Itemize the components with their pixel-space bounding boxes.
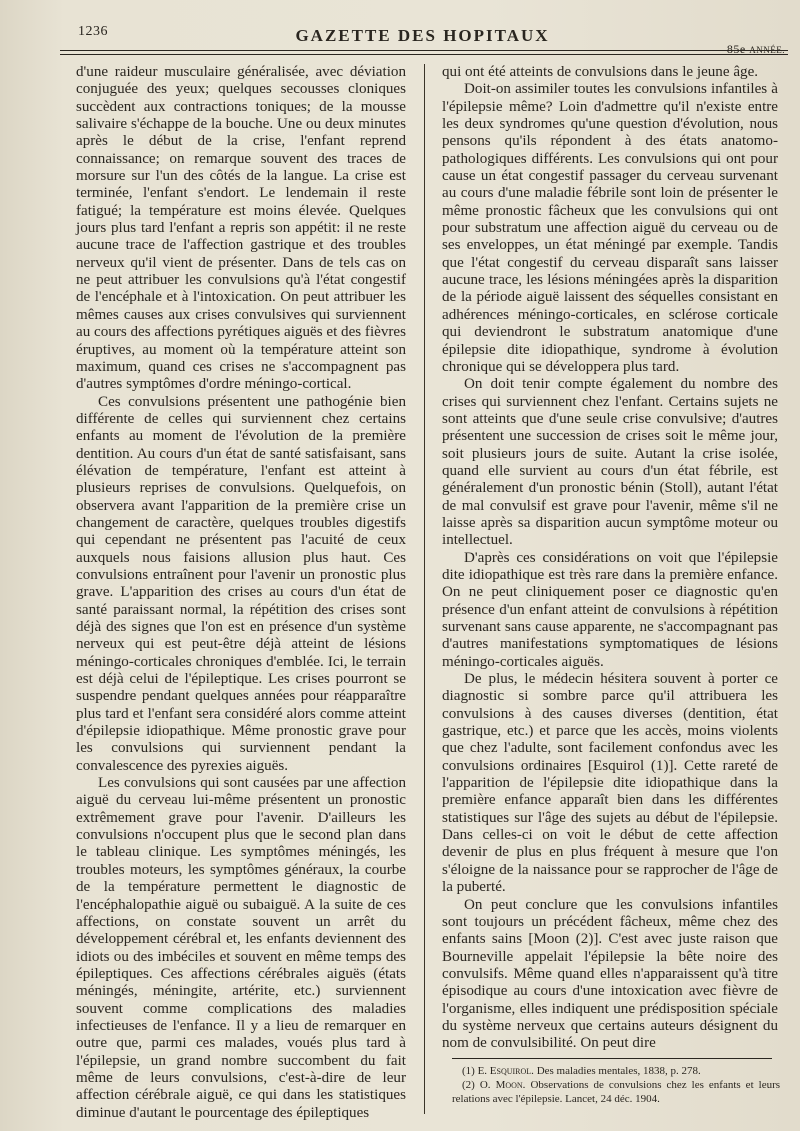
paragraph: d'une raideur musculaire généralisée, avec déviation conjuguée des yeux; quelques secousses cloniques succèdent aux contractions toniques; de la mousse salivaire s'échappe de la bouche. Une ou deux minutes après le début de la crise, l'enfant reprend connaissance; on remarque souvent des traces de morsure sur l'un des côtés de la langue. La crise est terminée, l'enfant s'endort. Le lendemain il reste fatigué; la température est moins élevée. Quelques jours plus tard l'enfant a repris son appétit: il ne reste aucune trace de l'affection gastrique et des troubles nerveux qu'il vient de présenter. Dans de tels cas on ne peut attribuer les convulsions qu'à l'état congestif de l'encéphale et à l'intoxication. On peut attribuer les mêmes causes aux crises convulsives qui surviennent au cours des affections pyrétiques aiguës et des fièvres éruptives, au moment où la température atteint son maximum, quand ces crises ne s'accompagnent pas d'autres symptômes d'ordre méningo-cortical. xyxy=(76,64,406,393)
year-suffix: ANNÉE. xyxy=(749,45,785,55)
page-number: 1236 xyxy=(78,24,108,39)
paragraph: Les convulsions qui sont causées par une affection aiguë du cerveau lui-même présentent un pronostic extrêmement grave pour l'avenir. D'ailleurs les convulsions n'occupent plus que le second plan dans le tableau clinique. Les symptômes méningés, les troubles moteurs, les symptômes généraux, la courbe de la température permettent le diagnostic de l'encéphalopathie aiguë ou subaiguë. A la suite de ces affections, on constate souvent un arrêt du développement cérébral et, les enfants deviennent des idiots ou des imbéciles et souvent en même temps des épileptiques. Ces affections cérébrales aiguës (états méningés, méningite, artérite, etc.) surviennent souvent comme complications des maladies infectieuses de l'enfance. Il y a lieu de remarquer en outre que, parmi ces malades, voués plus tard à l'épilepsie, un grand nombre succombent du fait même de leurs convulsions, c'est-à-dire de leur affection cérébrale aiguë, ce qui dans les statistiques diminue d'autant le pourcentage des épileptiques xyxy=(76,775,406,1121)
page-header xyxy=(60,18,785,58)
footnote-text: Observations de convulsions chez les enfants et leurs relations avec l'épilepsie. Lancet, 24 déc. 1904. xyxy=(452,1079,781,1105)
header-rule xyxy=(60,50,788,51)
paragraph: D'après ces considérations on voit que l'épilepsie dite idiopathique est très rare dans la première enfance. On ne peut cliniquement poser ce diagnostic qu'en présence d'un enfant atteint de convulsions à répétition survenant sans cause apparente, ne s'accompagnant pas d'autres manifestations symptomatiques de lésions méningo-corticales aiguës. xyxy=(442,549,778,670)
footnote xyxy=(452,1078,780,1106)
year-number: 85e xyxy=(726,42,746,56)
paragraph: Ces convulsions présentent une pathogénie bien différente de celles qui surviennent chez certains enfants au moment de l'évolution de la première dentition. Au cours d'un état de santé satisfaisant, sans élévation de température, l'enfant est atteint à plusieurs reprises de convulsions. Quelquefois, on observera avant l'apparition de la première crise un changement de caractère, quelques troubles digestifs qui cependant ne présentent pas l'acuité de ceux auxquels nous faisions allusion plus haut. Ces convulsions entraînent pour l'avenir un pronostic plus grave. L'apparition des crises au cours d'un état de santé paraissant normal, la répétition des crises sont déjà des signes que l'on est en présence d'un système nerveux qui est peut-être déjà atteint de lésions méningo-corticales chroniques d'emblée. Ici, le terrain est déjà celui de l'épileptique. Les crises pourront se suspendre pendant quelques années pour réapparaître plus tard et l'enfant sera considéré alors comme atteint d'épilepsie idiopathique. Même pronostic grave pour les convulsions qui surviennent pendant la convalescence des pyrexies aiguës. xyxy=(76,393,406,774)
footnotes xyxy=(452,1064,780,1106)
paragraph: On peut conclure que les convulsions infantiles sont toujours un précédent fâcheux, même chez des enfants sains [Moon (2)]. C'est avec juste raison que Bourneville appelait l'épilepsie la bête noire des convulsifs. Même quand elles n'apparaissent qu'à titre épisodique au cours d'une intoxication avec fièvre de l'organisme, elles indiquent une prédisposition spéciale du système nerveux que certains auteurs désignent du nom de convulsibilité. On peut dire xyxy=(442,896,778,1052)
footnote-author: O. Moon. xyxy=(479,1079,526,1091)
paragraph: qui ont été atteints de convulsions dans le jeune âge. xyxy=(442,64,759,80)
footnote-marker: (1) xyxy=(462,1065,475,1077)
footnote-rule xyxy=(452,1058,772,1059)
footnote-author: E. Esquirol. xyxy=(477,1065,534,1077)
right-column xyxy=(442,64,778,1053)
footnote-marker: (2) xyxy=(462,1079,475,1091)
journal-title: GAZETTE DES HOPITAUX xyxy=(295,26,550,45)
footnote xyxy=(452,1064,780,1078)
column-divider xyxy=(424,64,425,1114)
paragraph: De plus, le médecin hésitera souvent à porter ce diagnostic si sombre parce qu'il attribuera les convulsions à des causes diverses (dentition, état gastrique, etc.) et parce que les accès, moins violents que chez l'adulte, sont facilement confondus avec les convulsions ordinaires [Esquirol (1)]. Cette rareté de l'apparition de l'épilepsie dite idiopathique dans la première enfance apparaît bien dans les différentes statistiques sur l'âge des sujets au début de l'épilepsie. Dans celles-ci on voit le début de cette affection devenir de plus en plus fréquent à mesure que l'on s'éloigne de la naissance pour se rapprocher de l'âge de la puberté. xyxy=(442,671,778,896)
left-column xyxy=(76,64,406,1122)
header-rule-thin xyxy=(60,54,788,55)
paragraph: On doit tenir compte également du nombre des crises qui surviennent chez l'enfant. Certains sujets ne sont atteints que d'une seule crise convulsive; d'autres présentent une succession de crises soit le même jour, soit plusieurs jours de suite. Autant la crise isolée, quand elle survient au cours d'un état fébrile, est généralement d'un pronostic bénin (Stoll), autant l'état de mal convulsif est grave pour l'avenir, même s'il ne laisse après sa disparition aucun symptôme moteur ou intellectuel. xyxy=(442,376,778,549)
paragraph: Doit-on assimiler toutes les convulsions infantiles à l'épilepsie même? Loin d'admettre qu'il n'existe entre les deux syndromes qu'une question d'évolution, nous pensons qu'ils répondent à des états anatomo-pathologiques différents. Les convulsions qui ont pour cause un état congestif passager du cerveau survenant au cours d'une maladie fébrile sont loin de présenter le même pronostic fâcheux que les convulsions qui ont pour substratum une affection aiguë du cerveau ou de ses enveloppes, un état méningé par exemple. Tandis que l'état congestif du cerveau disparaît sans laisser aucune trace, les lésions méningées après la disparition de la période aiguë laissent des séquelles consistant en adhérences méningo-corticales, en sclérose corticale qui deviendront le substratum anatomique d'une épilepsie dite idiopathique, syndrome à évolution chronique qui se développera plus tard. xyxy=(442,81,778,375)
footnote-text: Des maladies mentales, 1838, p. 278. xyxy=(536,1065,701,1077)
